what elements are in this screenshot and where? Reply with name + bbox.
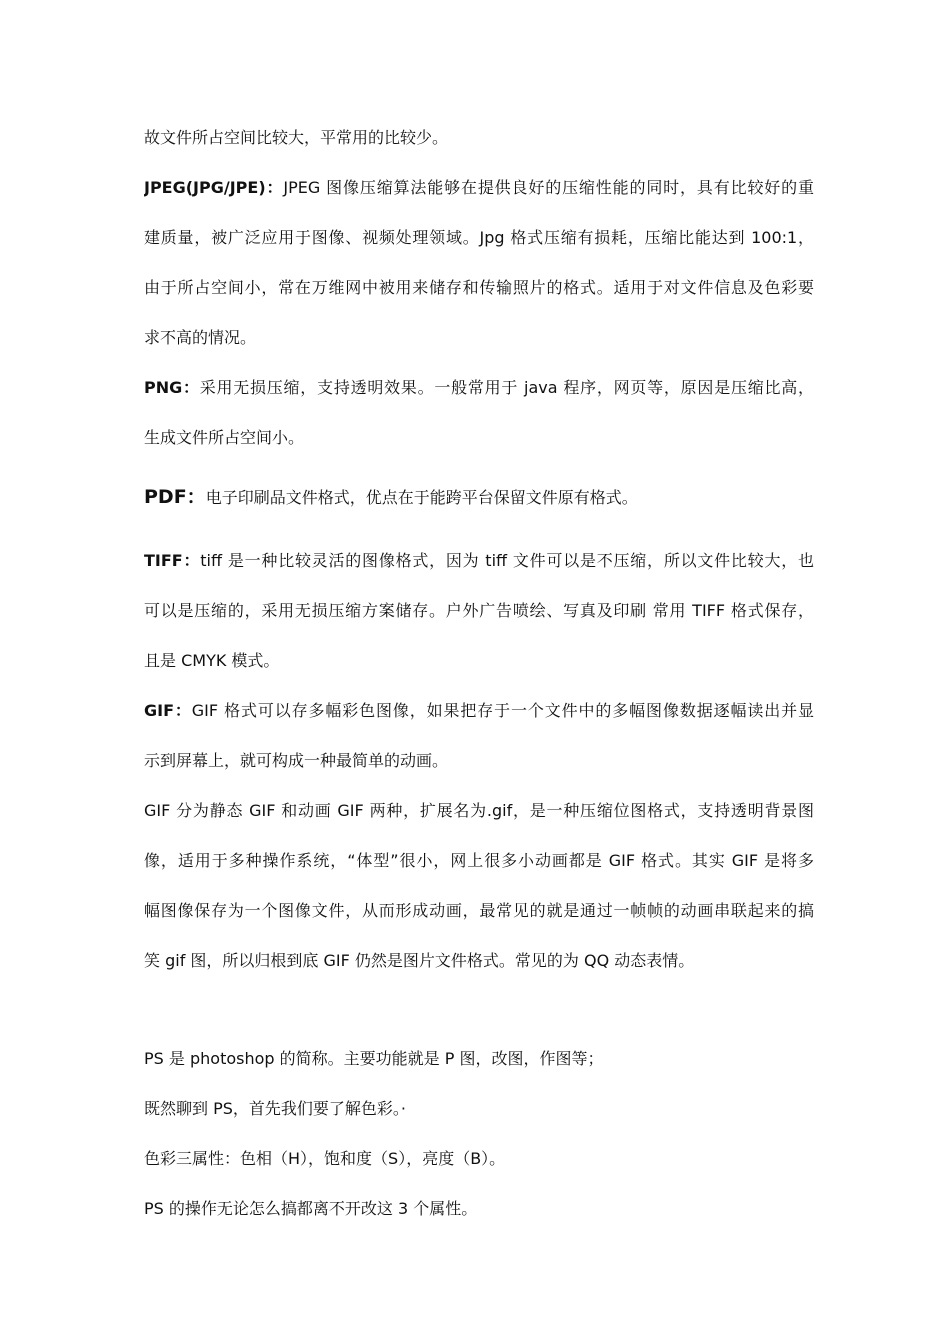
png-paragraph-line-2: [144, 427, 814, 449]
text: GIF 分为静态 GIF 和动画 GIF 两种，扩展名为.gif，是一种压缩位图格式，支持透明背景图: [144, 801, 814, 820]
tiff-paragraph-line-3: [144, 650, 814, 672]
text: 建质量，被广泛应用于图像、视频处理领域。Jpg 格式压缩有损耗，压缩比能达到 100:1，: [144, 228, 814, 247]
gif-paragraph-line-6: [144, 950, 814, 972]
png-text: 采用无损压缩，支持透明效果。一般常用于 java 程序，网页等，原因是压缩比高，: [199, 378, 814, 397]
gif-term: GIF：: [144, 701, 192, 720]
tiff-paragraph-line-2: [144, 600, 814, 622]
ps-paragraph-line-1: [144, 1048, 814, 1070]
pdf-paragraph-line: [144, 486, 814, 509]
gif-paragraph-line-2: [144, 750, 814, 772]
png-term: PNG：: [144, 378, 200, 397]
tiff-paragraph-line-1: [144, 550, 814, 572]
text: 既然聊到 PS，首先我们要了解色彩。·: [144, 1099, 406, 1118]
text: PS 是 photoshop 的简称。主要功能就是 P 图，改图，作图等；: [144, 1049, 604, 1068]
text: 生成文件所占空间小。: [144, 428, 305, 447]
tiff-text: tiff 是一种比较灵活的图像格式，因为 tiff 文件可以是不压缩，所以文件比较大，也: [200, 551, 814, 570]
text: 示到屏幕上，就可构成一种最简单的动画。: [144, 751, 449, 770]
ps-paragraph-line-2: [144, 1098, 814, 1120]
jpeg-paragraph-line-4: [144, 327, 814, 349]
jpeg-text: JPEG 图像压缩算法能够在提供良好的压缩性能的同时，具有比较好的重: [283, 178, 814, 197]
text: 且是 CMYK 模式。: [144, 651, 280, 670]
text: PS 的操作无论怎么搞都离不开改这 3 个属性。: [144, 1199, 478, 1218]
text: 求不高的情况。: [144, 328, 257, 347]
tiff-term: TIFF：: [144, 551, 201, 570]
text: 可以是压缩的，采用无损压缩方案储存。户外广告喷绘、写真及印刷 常用 TIFF 格式保存，: [144, 601, 814, 620]
jpeg-paragraph-line-3: [144, 277, 814, 299]
jpeg-paragraph-line-1: [144, 177, 814, 199]
text: 由于所占空间小，常在万维网中被用来储存和传输照片的格式。适用于对文件信息及色彩要: [144, 278, 814, 297]
jpeg-paragraph-line-2: [144, 227, 814, 249]
gif-text: GIF 格式可以存多幅彩色图像，如果把存于一个文件中的多幅图像数据逐幅读出并显: [191, 701, 814, 720]
jpeg-term: JPEG(JPG/JPE)：: [144, 178, 284, 197]
text: 幅图像保存为一个图像文件，从而形成动画，最常见的就是通过一帧帧的动画串联起来的搞: [144, 901, 814, 920]
text: 色彩三属性：色相（H），饱和度（S），亮度（B）。: [144, 1149, 506, 1168]
gif-paragraph-line-3: [144, 800, 814, 822]
png-paragraph-line-1: [144, 377, 814, 399]
text: 故文件所占空间比较大，平常用的比较少。: [144, 128, 449, 147]
pdf-text: 电子印刷品文件格式，优点在于能跨平台保留文件原有格式。: [205, 488, 638, 507]
ps-paragraph-line-4: [144, 1198, 814, 1220]
text: 像，适用于多种操作系统，“体型”很小，网上很多小动画都是 GIF 格式。其实 GIF 是将多: [144, 851, 814, 870]
gif-paragraph-line-1: [144, 700, 814, 722]
text: 笑 gif 图，所以归根到底 GIF 仍然是图片文件格式。常见的为 QQ 动态表情。: [144, 951, 695, 970]
gif-paragraph-line-4: [144, 850, 814, 872]
paragraph-line: [144, 127, 814, 149]
ps-paragraph-line-3: [144, 1148, 814, 1170]
pdf-term: PDF：: [144, 486, 206, 508]
gif-paragraph-line-5: [144, 900, 814, 922]
